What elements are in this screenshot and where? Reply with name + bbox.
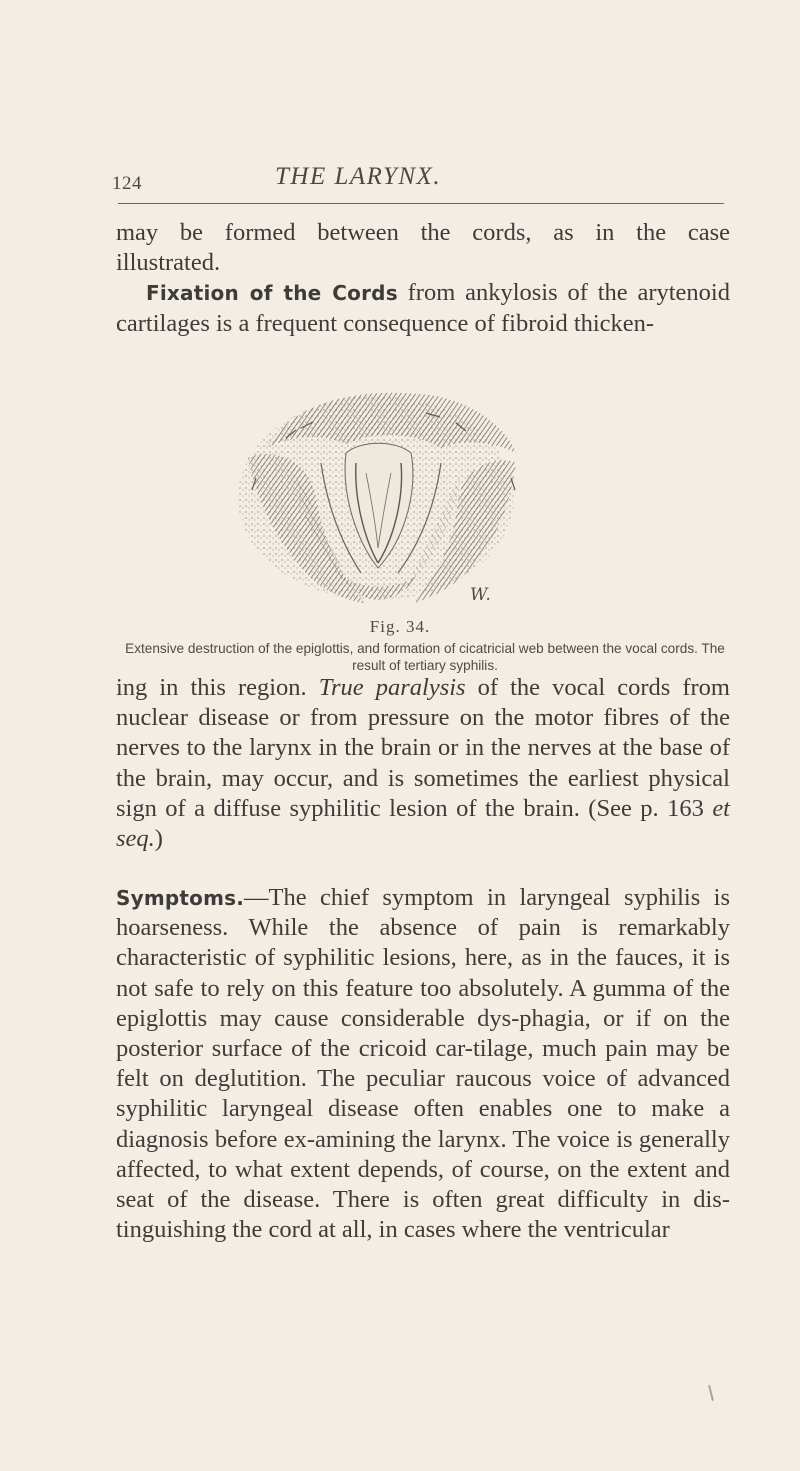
header-rule — [118, 203, 724, 204]
paragraph-text: ing in this region. — [116, 674, 319, 701]
figure-caption: Extensive destruction of the epiglottis, and formation of cicatricial web between the vocal cords. The result of tertiary syphilis. — [125, 641, 725, 673]
italic-term-et-seq: et seq. — [116, 794, 730, 853]
figure-label: Fig. 34. — [369, 617, 431, 636]
paragraph-true-paralysis — [116, 673, 730, 854]
page-header — [112, 163, 722, 195]
running-title: THE LARYNX. — [275, 163, 442, 190]
paragraph-text: ) — [154, 825, 163, 853]
paragraph-text: —The chief symptom in laryngeal syphilis is hoarseness. While the absence of pain is remarkably characteristic of syphilitic lesions, here, as in the fauces, it is not safe to rely on this feature too absolutely. A gumma of the epiglottis may cause considerable dys-phagia, or if on the posterior surface of the cricoid car-tilage, much pain may be felt on deglutition. The peculiar raucous voice of advanced syphilitic laryngeal disease often enables one to make a diagnosis before ex-amining the larynx. The voice is generally affected, to what extent depends, of course, on the extent and seat of the disease. There is often great difficulty in dis-tinguishing the cord at all, in cases where the ventricular — [116, 884, 730, 1244]
larynx-engraving — [226, 378, 544, 610]
artist-signature: W. — [470, 585, 492, 605]
paragraph-text: of the vocal cords from nuclear disease or from pressure on the motor fibres of the nerves to the larynx in the brain or in the nerves at the base of the brain, may occur, and is sometimes the earliest physical sign of a diffuse syphilitic lesion of the brain. (See p. 163 — [116, 674, 730, 822]
paragraph-fixation — [116, 278, 730, 338]
paragraph-continuation — [116, 218, 730, 339]
section-lead-symptoms: Symptoms. — [116, 886, 245, 910]
text-line: may be formed between the cords, as in the case — [116, 219, 730, 246]
page-number: 124 — [112, 173, 142, 194]
paragraph-symptoms — [116, 883, 730, 1245]
section-lead-fixation: Fixation of the Cords — [146, 281, 398, 306]
paragraph-text: from ankylosis of the arytenoid cartilages is a frequent consequence of fibroid thicken- — [116, 279, 730, 337]
text-line: illustrated. — [116, 249, 221, 277]
figure-illustration — [226, 378, 544, 610]
stray-ink-mark — [708, 1385, 714, 1401]
italic-term-true-paralysis: True paralysis — [318, 674, 466, 701]
